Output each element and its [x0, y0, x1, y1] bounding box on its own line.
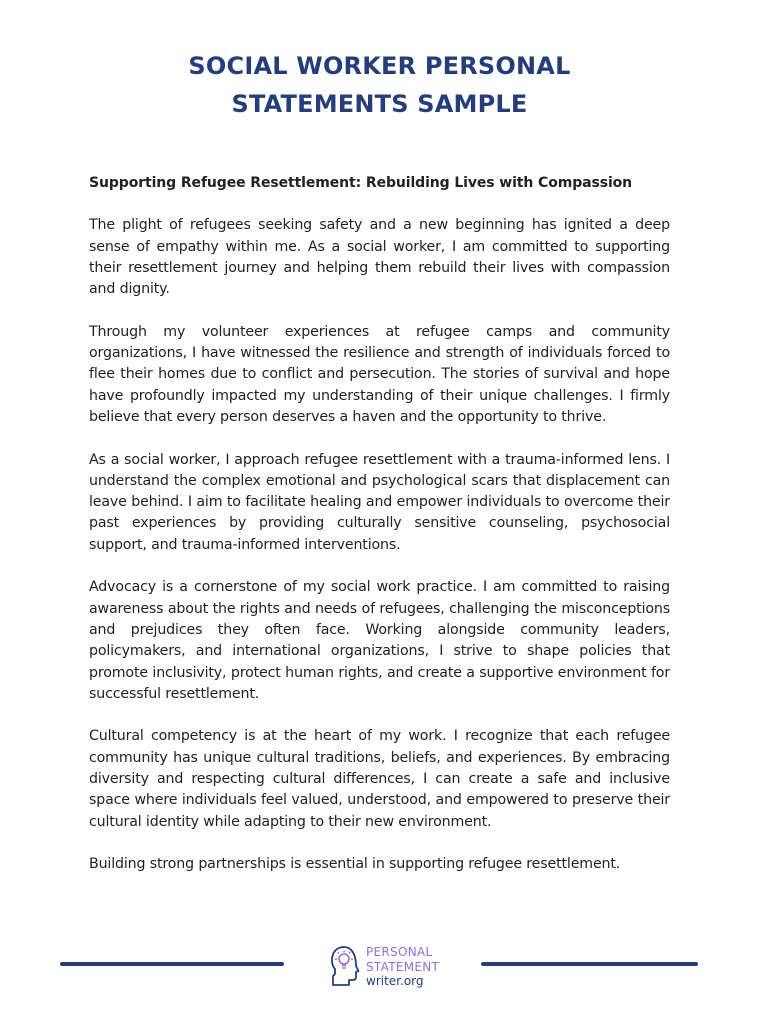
head-lightbulb-icon	[330, 944, 360, 988]
page-title	[0, 47, 759, 123]
paragraph-4: Advocacy is a cornerstone of my social work practice. I am committed to raising awareness about the rights and needs of refugees, challenging the misconceptions and prejudices they often face. Working alongside community leaders, policymakers, and international organizations, I strive to shape policies that promote inclusivity, protect human rights, and create a supportive environment for successful resettlement.	[89, 579, 670, 702]
statement-body	[89, 173, 670, 897]
brand-logo-line-1: PERSONAL	[366, 945, 433, 959]
brand-logo-text	[366, 945, 439, 989]
paragraph-5: Cultural competency is at the heart of my work. I recognize that each refugee community has unique cultural traditions, beliefs, and experiences. By embracing diversity and respecting cultural differences, I can create a safe and inclusive space where individuals feel valued, understood, and empowered to preserve their cultural identity while adapting to their new environment.	[89, 728, 670, 830]
brand-logo-line-2: STATEMENT	[366, 959, 440, 974]
page-title-line-1: SOCIAL WORKER PERSONAL	[188, 52, 571, 80]
paragraph-1: The plight of refugees seeking safety and a new beginning has ignited a deep sense of empathy within me. As a social worker, I am committed to supporting their resettlement journey and helping them rebuild their lives with compassion and dignity.	[89, 217, 670, 298]
brand-logo	[330, 944, 450, 992]
paragraph-6: Building strong partnerships is essential in supporting refugee resettlement.	[89, 856, 621, 873]
paragraph-3: As a social worker, I approach refugee resettlement with a trauma-informed lens. I understand the complex emotional and psychological scars that displacement can leave behind. I aim to facilitate healing and empower individuals to overcome their past experiences by providing culturally sensitive counseling, psychosocial support, and trauma-informed interventions.	[89, 451, 670, 553]
statement-subheading: Supporting Refugee Resettlement: Rebuilding Lives with Compassion	[89, 175, 633, 191]
page-title-line-2: STATEMENTS SAMPLE	[231, 90, 528, 118]
paragraph-2: Through my volunteer experiences at refugee camps and community organizations, I have witnessed the resilience and strength of individuals forced to flee their homes due to conflict and persecution. The stories of survival and hope have profoundly impacted my understanding of their unique challenges. I firmly believe that every person deserves a haven and the opportunity to thrive.	[89, 323, 670, 425]
footer-divider-left	[60, 962, 284, 966]
brand-logo-line-3: writer.org	[366, 974, 424, 988]
footer-divider-right	[481, 962, 698, 966]
